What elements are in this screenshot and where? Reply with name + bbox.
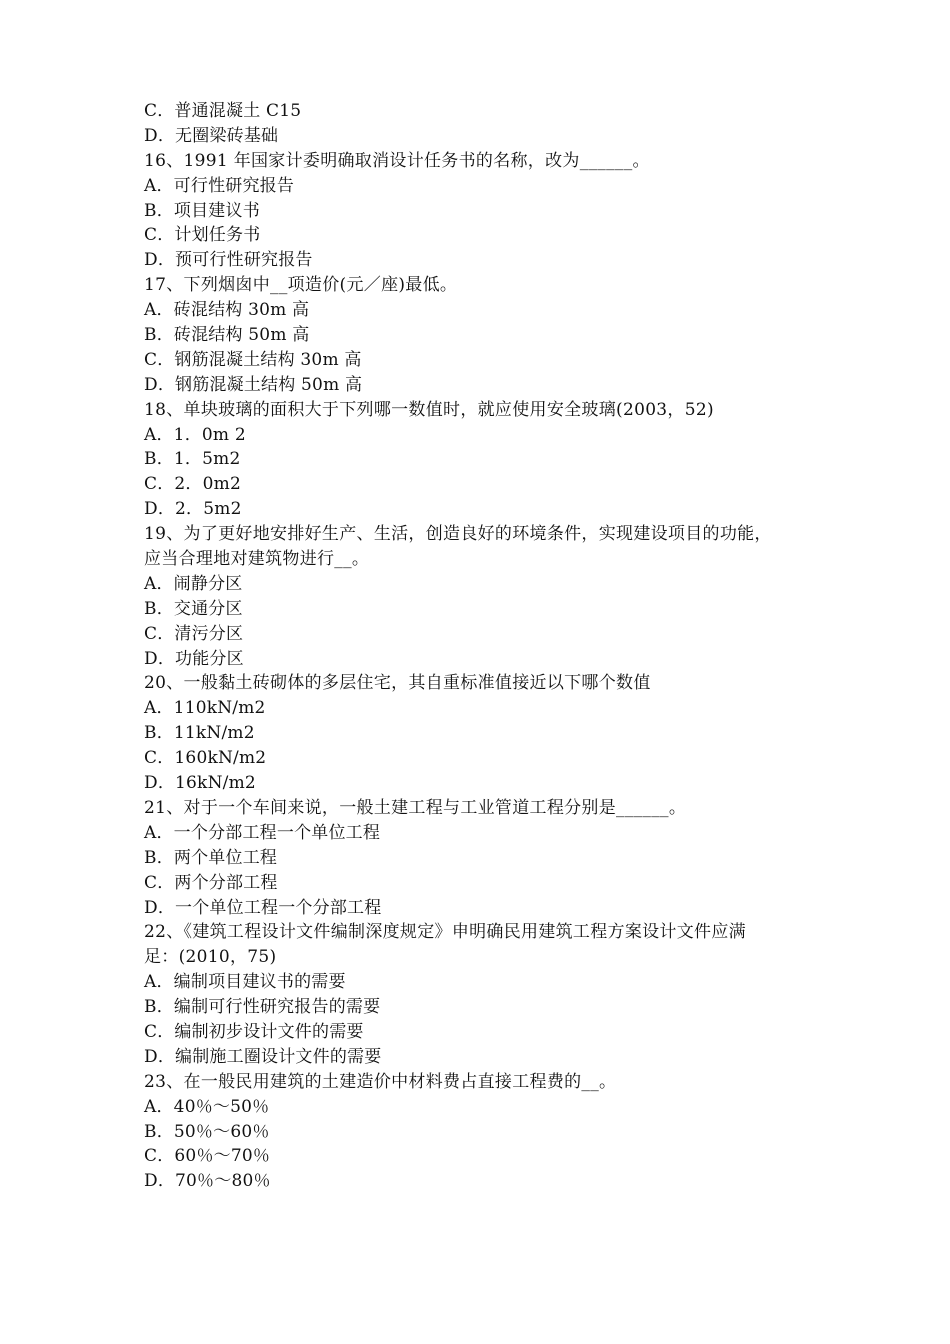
answer-option: C．普通混凝土 C15 [144,101,302,121]
question-text: 19、为了更好地安排好生产、生活，创造良好的环境条件，实现建设项目的功能， [144,524,772,545]
answer-option: A．110kN/m2 [144,698,266,719]
answer-option: C．计划任务书 [144,225,261,246]
answer-option: C．编制初步设计文件的需要 [144,1021,364,1042]
answer-option: C．钢筋混凝土结构 30m 高 [144,349,362,370]
question-text: 23、在一般民用建筑的土建造价中材料费占直接工程费的__。 [144,1071,617,1092]
answer-option: B．编制可行性研究报告的需要 [144,997,381,1018]
answer-option: A．闹静分区 [144,573,243,594]
question-text: 17、下列烟囱中__项造价(元／座)最低。 [144,275,458,296]
answer-option: D．2．5m2 [144,499,242,520]
answer-option: B．两个单位工程 [144,847,278,868]
answer-option: A．一个分部工程一个单位工程 [144,822,381,843]
question-text: 21、对于一个车间来说，一般土建工程与工业管道工程分别是______。 [144,797,687,818]
answer-option: B．项目建议书 [144,200,260,221]
answer-option: C．160kN/m2 [144,748,267,769]
answer-option: D．16kN/m2 [144,773,256,794]
answer-option: D．无圈梁砖基础 [144,125,279,146]
answer-option: B．砖混结构 50m 高 [144,325,310,346]
answer-option: D．预可行性研究报告 [144,250,313,271]
answer-option: B．1．5m2 [144,449,241,470]
answer-option: B．11kN/m2 [144,723,255,744]
question-text: 20、一般黏土砖砌体的多层住宅，其自重标准值接近以下哪个数值 [144,673,651,694]
answer-option: C．两个分部工程 [144,872,278,893]
answer-option: A．编制项目建议书的需要 [144,972,346,993]
question-text: 足：(2010，75) [144,947,277,968]
answer-option: B．交通分区 [144,598,243,619]
answer-option: A．可行性研究报告 [144,175,295,196]
answer-option: A．1．0m 2 [144,424,246,445]
document-page [144,99,814,1194]
answer-option: C．清污分区 [144,623,244,644]
question-text: 应当合理地对建筑物进行__。 [144,549,370,570]
answer-option: D．钢筋混凝土结构 50m 高 [144,374,363,395]
document-body [144,99,814,1194]
answer-option: B．50％～60％ [144,1121,270,1142]
answer-option: A．40％～50％ [144,1096,270,1117]
answer-option: D．功能分区 [144,648,244,669]
answer-option: C．2．0m2 [144,474,241,495]
answer-option: D．编制施工圈设计文件的需要 [144,1046,382,1067]
answer-option: A．砖混结构 30m 高 [144,300,310,321]
question-text: 16、1991 年国家计委明确取消设计任务书的名称，改为______。 [144,150,650,171]
answer-option: C．60％～70％ [144,1146,271,1167]
answer-option: D．一个单位工程一个分部工程 [144,897,382,918]
question-text: 22、《建筑工程设计文件编制深度规定》申明确民用建筑工程方案设计文件应满 [144,922,746,943]
question-text: 18、单块玻璃的面积大于下列哪一数值时，就应使用安全玻璃(2003，52) [144,399,714,420]
answer-option: D．70％～80％ [144,1171,271,1192]
